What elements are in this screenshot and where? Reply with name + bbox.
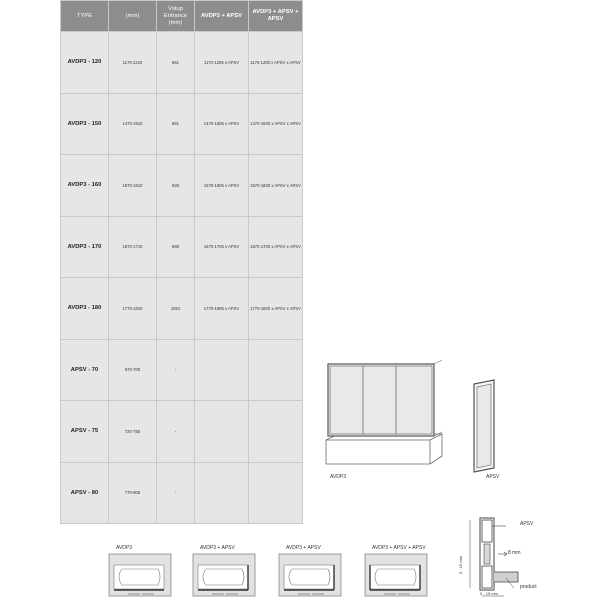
column-header-line: (mm) bbox=[125, 12, 140, 19]
combo-apsv-cell bbox=[195, 462, 249, 524]
avdp3-bathtub-drawing bbox=[318, 360, 450, 470]
table-row bbox=[61, 278, 303, 340]
plan-view-line bbox=[114, 565, 164, 589]
detail-product-label: product bbox=[520, 584, 537, 590]
detail-horizontal-dimension: 0 - 15 mm bbox=[480, 591, 499, 596]
entrance-cell: - bbox=[157, 339, 195, 401]
type-cell: AVDP3 - 150 bbox=[61, 93, 109, 155]
column-header-line: (mm) bbox=[168, 19, 183, 26]
type-cell: APSV - 70 bbox=[61, 339, 109, 401]
combo-apsv-apsv-cell bbox=[249, 339, 303, 401]
table-row bbox=[61, 339, 303, 401]
type-cell: AVDP3 - 160 bbox=[61, 155, 109, 217]
table-row bbox=[61, 93, 303, 155]
combo-apsv-apsv-cell: 1470-1500 x APSV x APSV bbox=[249, 93, 303, 155]
combo-apsv-apsv-cell: 1570-1600 x APSV x APSV bbox=[249, 155, 303, 217]
plan-view-label: AVDP3 + APSV + APSV bbox=[372, 545, 426, 551]
table-row bbox=[61, 401, 303, 463]
size-cell: 1470-1510 bbox=[109, 93, 157, 155]
detail-gap-label: 8 mm bbox=[508, 550, 521, 556]
entrance-cell: 928 bbox=[157, 155, 195, 217]
plan-view-line bbox=[284, 565, 334, 589]
installation-detail-drawing bbox=[458, 512, 554, 600]
combo-apsv-cell: 1570-1605 x APSV bbox=[195, 155, 249, 217]
entrance-cell: 861 bbox=[157, 93, 195, 155]
size-cell: 1770-1810 bbox=[109, 278, 157, 340]
column-header-line: Entrance bbox=[163, 12, 188, 19]
detail-apsv-label: APSV bbox=[520, 521, 534, 527]
column-header bbox=[249, 1, 303, 32]
plan-view-label: AVDP3 + APSV bbox=[200, 545, 235, 551]
column-header bbox=[61, 1, 109, 32]
combo-apsv-cell: 1470-1505 x APSV bbox=[195, 93, 249, 155]
combo-apsv-apsv-cell: 1670-1700 x APSV x APSV bbox=[249, 216, 303, 278]
size-cell: 1570-1610 bbox=[109, 155, 157, 217]
plan-view-drawing bbox=[278, 553, 342, 597]
size-cell: 670-705 bbox=[109, 339, 157, 401]
size-cell: 770-805 bbox=[109, 462, 157, 524]
combo-apsv-apsv-cell bbox=[249, 401, 303, 463]
column-header-line: AVDP3 + APSV + APSV bbox=[252, 9, 299, 22]
combo-apsv-cell: 1170-1205 x APSV bbox=[195, 32, 249, 94]
entrance-cell: - bbox=[157, 401, 195, 463]
table-body bbox=[61, 32, 303, 524]
avdp3-drawing-label: AVDP3 bbox=[330, 474, 347, 480]
plan-view-drawing bbox=[192, 553, 256, 597]
type-cell: APSV - 80 bbox=[61, 462, 109, 524]
column-header bbox=[195, 1, 249, 32]
size-cell: 1170-1210 bbox=[109, 32, 157, 94]
combo-apsv-apsv-cell: 1770-1800 x APSV x APSV bbox=[249, 278, 303, 340]
plan-view-drawing bbox=[108, 553, 172, 597]
combo-apsv-cell bbox=[195, 339, 249, 401]
apsv-drawing-label: APSV bbox=[486, 474, 500, 480]
column-header bbox=[109, 1, 157, 32]
combo-apsv-apsv-cell: 1170-1200 x APSV x APSV bbox=[249, 32, 303, 94]
type-cell: AVDP3 - 180 bbox=[61, 278, 109, 340]
combo-apsv-cell bbox=[195, 401, 249, 463]
type-cell: AVDP3 - 120 bbox=[61, 32, 109, 94]
spec-table bbox=[60, 0, 303, 524]
column-header-line: Vstup bbox=[168, 5, 183, 12]
detail-vertical-dimension: 0 - 15 mm bbox=[458, 555, 463, 574]
plan-view-drawing bbox=[364, 553, 428, 597]
table-row bbox=[61, 155, 303, 217]
type-cell: APSV - 75 bbox=[61, 401, 109, 463]
entrance-cell: 661 bbox=[157, 32, 195, 94]
combo-apsv-apsv-cell bbox=[249, 462, 303, 524]
column-header-line: TYPE bbox=[76, 12, 93, 19]
table-header-row bbox=[61, 1, 303, 32]
entrance-cell: 995 bbox=[157, 216, 195, 278]
apsv-panel-drawing bbox=[468, 378, 504, 474]
size-cell: 720-755 bbox=[109, 401, 157, 463]
table-row bbox=[61, 216, 303, 278]
combo-apsv-cell: 1670-1705 x APSV bbox=[195, 216, 249, 278]
table-row bbox=[61, 32, 303, 94]
plan-view-line bbox=[198, 565, 248, 589]
table-row bbox=[61, 462, 303, 524]
plan-view-label: AVDP3 bbox=[116, 545, 133, 551]
column-header-line: AVDP3 + APSV bbox=[200, 12, 243, 19]
type-cell: AVDP3 - 170 bbox=[61, 216, 109, 278]
entrance-cell: 1061 bbox=[157, 278, 195, 340]
entrance-cell: - bbox=[157, 462, 195, 524]
size-cell: 1670-1710 bbox=[109, 216, 157, 278]
column-header bbox=[157, 1, 195, 32]
plan-view-line bbox=[370, 565, 420, 589]
plan-view-label: AVDP3 + APSV bbox=[286, 545, 321, 551]
combo-apsv-cell: 1770-1805 x APSV bbox=[195, 278, 249, 340]
